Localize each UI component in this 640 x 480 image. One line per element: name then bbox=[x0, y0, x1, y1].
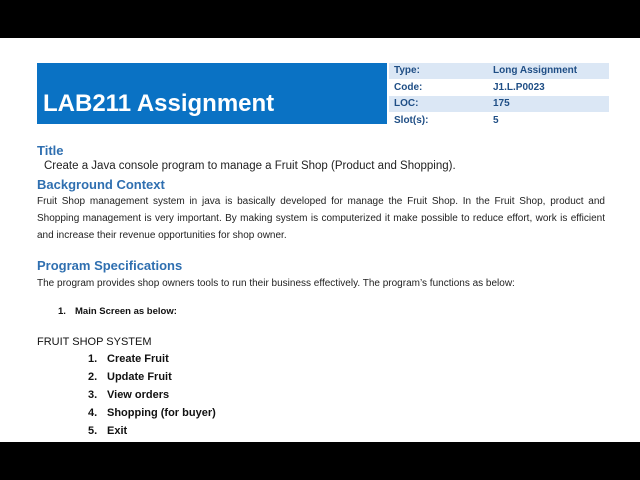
document-page bbox=[0, 38, 640, 442]
menu-item bbox=[88, 389, 216, 407]
assignment-meta-table bbox=[389, 63, 609, 125]
meta-key: Type: bbox=[394, 65, 420, 76]
specs-heading: Program Specifications bbox=[37, 258, 183, 273]
meta-row-type bbox=[389, 63, 609, 80]
menu-item-label: Update Fruit bbox=[107, 371, 172, 383]
menu-item-label: Shopping (for buyer) bbox=[107, 407, 216, 419]
main-screen-item bbox=[58, 306, 177, 317]
main-screen-number: 1. bbox=[58, 306, 66, 317]
background-paragraph: Fruit Shop management system in java is basically developed for manage the Fruit Shop. In the Fruit Shop, product and Shopping management is very important. By making system is computerized it make possible to reduce effort, work is efficient and increase their revenue opportunities for shop owner. bbox=[37, 196, 605, 241]
background-heading: Background Context bbox=[37, 177, 165, 192]
meta-row-slots bbox=[389, 113, 609, 130]
menu-title: FRUIT SHOP SYSTEM bbox=[37, 336, 152, 348]
meta-value: J1.L.P0023 bbox=[493, 81, 545, 93]
meta-row-code bbox=[389, 80, 609, 97]
menu-list bbox=[88, 353, 216, 442]
menu-item-number: 3. bbox=[88, 389, 98, 401]
meta-row-loc bbox=[389, 96, 609, 113]
title-text: Create a Java console program to manage a Fruit Shop (Product and Shopping). bbox=[44, 160, 456, 172]
menu-item-number: 5. bbox=[88, 425, 98, 437]
meta-value: 175 bbox=[493, 98, 510, 109]
menu-item bbox=[88, 407, 216, 425]
menu-item-number: 4. bbox=[88, 407, 98, 419]
menu-item-label: Create Fruit bbox=[107, 353, 169, 365]
assignment-banner bbox=[37, 63, 387, 124]
menu-item-label: View orders bbox=[107, 389, 170, 401]
meta-value: Long Assignment bbox=[493, 65, 578, 76]
meta-key: LOC: bbox=[394, 98, 419, 109]
title-heading: Title bbox=[37, 143, 64, 158]
banner-title: LAB211 Assignment bbox=[43, 90, 275, 117]
main-screen-label: Main Screen as below: bbox=[75, 306, 177, 317]
menu-item-label: Exit bbox=[107, 425, 128, 437]
menu-item-number: 1. bbox=[88, 353, 98, 365]
menu-item-number: 2. bbox=[88, 371, 98, 383]
menu-item bbox=[88, 371, 216, 389]
menu-item bbox=[88, 353, 216, 371]
menu-item bbox=[88, 425, 216, 442]
meta-key: Slot(s): bbox=[394, 114, 429, 126]
meta-key: Code: bbox=[394, 81, 423, 93]
meta-value: 5 bbox=[493, 114, 499, 126]
specs-paragraph: The program provides shop owners tools to run their business effectively. The program’s functions as below: bbox=[37, 278, 515, 289]
